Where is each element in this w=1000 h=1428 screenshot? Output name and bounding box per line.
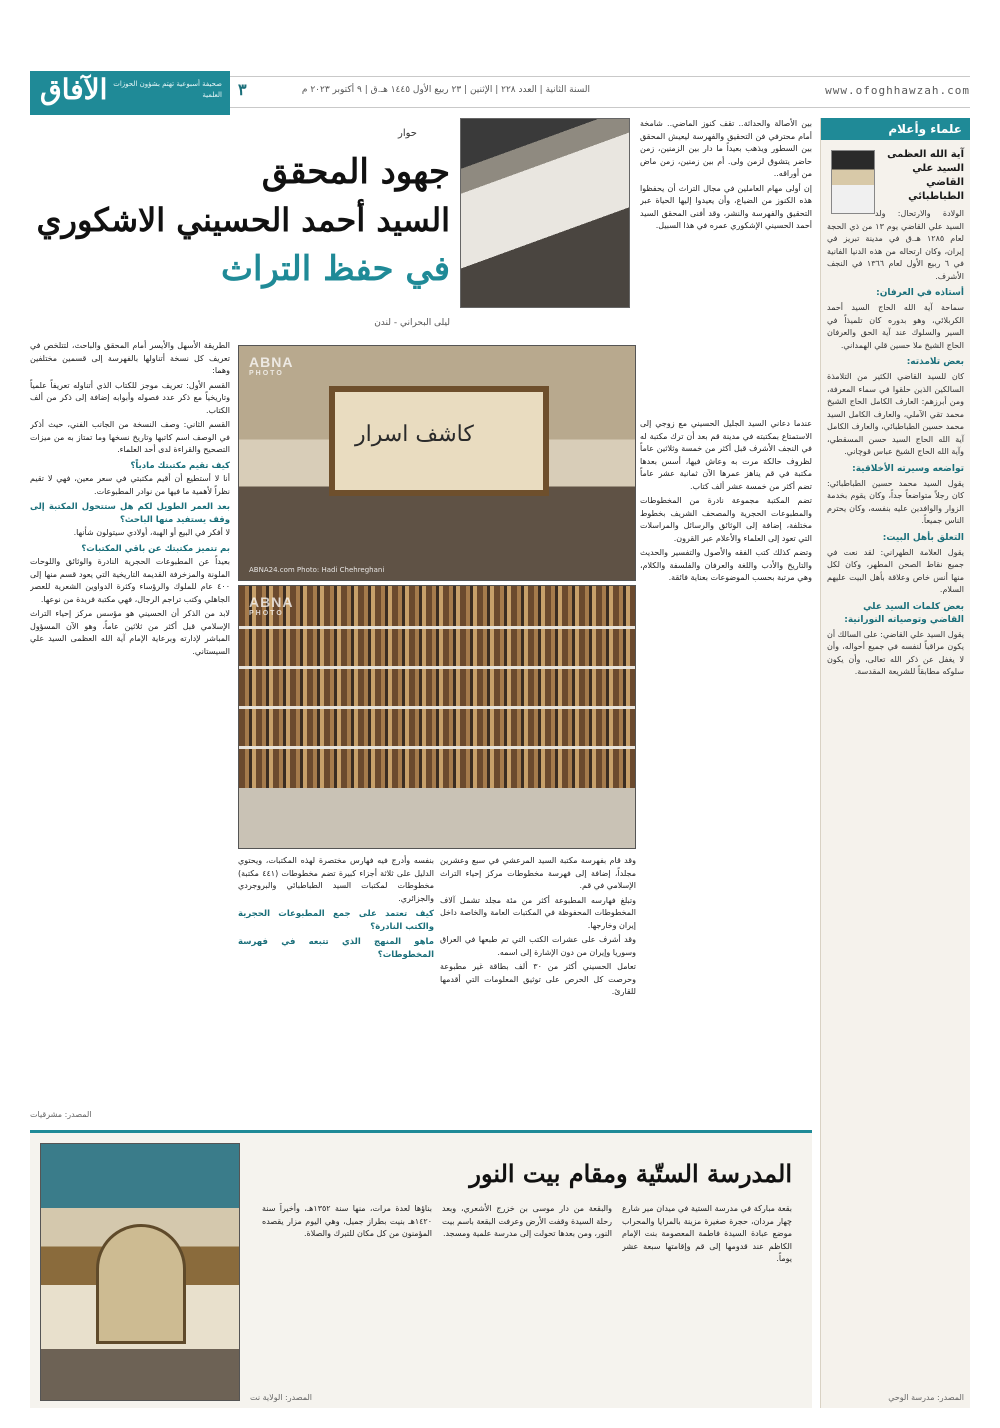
- paragraph: وتضم كذلك كتب الفقه والأصول والتفسير والحديث والتاريخ والأدب واللغة والعرفان والفلسفة والكلام، وهي مرتبة بحسب الموضوعات بعناية فائقة.: [640, 548, 812, 582]
- interview-question: كيف تقيم مكتبتك مادياً؟: [130, 460, 230, 471]
- scholar-title: آية الله العظمى: [887, 149, 964, 160]
- headline-line-2: السيد أحمد الحسيني الاشكوري: [36, 201, 450, 239]
- paragraph: أنا لا أستطيع أن أقيم مكتبتي في سعر معين، فهي لا تقيم نظراً لأهمية ما فيها من نوادر المطبوعات.: [30, 474, 230, 496]
- calligraphy-frame-photo: [238, 345, 636, 581]
- watermark-text: ABNA: [249, 354, 294, 370]
- logo-text: الآفاق: [40, 73, 108, 106]
- logo-subtitle: صحيفة أسبوعية تهتم بشؤون الحوزات العلمية: [113, 80, 222, 99]
- brand-bar: [30, 73, 970, 108]
- library-shelves-photo: [238, 585, 636, 849]
- paragraph: عندما دعاني السيد الجليل الحسيني مع زوجي إلى الاستمتاع بمكتبته في مدينة قم بعد أن ترك مكتبة له في النجف الأشرف قبل أكثر من خمسة وثلاثين عاماً لظروف حالكة مرت به وعاش فيها، أسس بعدها مكتبة في قم يناهز عمرها الآن ثمانية عشر عاماً تضم أكثر من خمسة عشر ألف كتاب.: [640, 419, 812, 491]
- paragraph: لابد من الذكر أن الحسيني هو مؤسس مركز إحياء التراث الإسلامي قبل أكثر من ثلاثين عاماً، وهو الآن المسؤول المباشر لإدارته وبرعاية الإمام آية الله العظمى السيد علي السيستاني.: [30, 609, 230, 656]
- site-url[interactable]: www.ofoghhawzah.com: [825, 84, 970, 97]
- section-humility-text: يقول السيد محمد حسين الطباطبائي: كان رجلاً متواضعاً جداً، وكان يقوم بخدمة الزوار والوافدين عليه بنفسه، وكان يحترم الناس جميعاً.: [827, 478, 964, 525]
- shelf-divider: [239, 666, 635, 669]
- paragraph: تضم المكتبة مجموعة نادرة من المخطوطات والمطبوعات الحجرية والمصحف الشريف بخطوط مختلفة، إضافة إلى الوثائق والرسائل والمراسلات التي تعود إلى العلماء والأعلام عبر القرون.: [640, 496, 812, 543]
- watermark-sub: PHOTO: [249, 610, 284, 617]
- shelf-divider: [239, 746, 635, 749]
- bottom-column: بقعة مباركة في مدرسة الستية في ميدان مير شارع چهار مردان، حجرة صغيرة مزينة بالمرايا والمحراب موضع عبادة السيدة فاطمة المعصومة بنت الإمام الكاظم عند قدومها إلى قم وإقامتها سبعة عشر يوماً.: [622, 1204, 792, 1263]
- bottom-article: [30, 1130, 812, 1408]
- paragraph: بين الأصالة والحداثة.. تقف كنوز الماضي.. شامخة أمام محترفي فن التحقيق والفهرسة ليعيش المحقق بين السطور ويذهب بعيداً ما دار بين الزمنين، زمن حاضر يتشوق لزمن ولى. أم بين زمنين، زمن ماض من أوراقه..: [640, 119, 812, 178]
- issue-info: السنة الثانية | العدد ٢٢٨ | الإثنين | ٢٣ ربيع الأول ١٤٤٥ هـ.ق | ٩ أكتوبر ٢٠٢٣ م: [301, 85, 590, 95]
- section-ahlulbayt-title: التعلق بأهل البيت:: [882, 532, 964, 543]
- paragraph: إن أولى مهام العاملين في مجال التراث أن يحفظوا هذه الكنوز من الضياع، وأن يعيدوا إليها الحياة عبر التحقيق والفهرسة والنشر، وقد أفنى المحقق السيد أحمد الحسيني الإشكوري عمره في هذا السبيل.: [640, 183, 812, 230]
- paragraph: وقد أشرف على عشرات الكتب التي تم طبعها في العراق وسوريا وإيران من دون الإشارة إلى اسمه.: [440, 935, 636, 957]
- bottom-source: المصدر: الولاية نت: [250, 1393, 313, 1402]
- paragraph: تعامل الحسيني أكثر من ٣٠ ألف بطاقة غير مطبوعة وحرصت كل الحرص على توثيق المعلومات التي أقدمها للقارئ.: [440, 962, 636, 996]
- photo-watermark: [249, 354, 293, 377]
- scholar-portrait: [831, 150, 875, 214]
- section-students-text: كان للسيد القاضي الكثير من التلامذة السالكين الذين حلقوا في سماء المعرفة، ومن أبرزهم: العارف الكامل الحاج الشيخ محمد تقي الآملي، والعارف الكامل السيد محمد حسين الطباطبائي، والعارف الكامل آية الله الحاج السيد حسن المسقطي، وآية الله الحاج الشيخ عباس قوچاني.: [827, 372, 964, 456]
- watermark-sub: PHOTO: [249, 370, 284, 377]
- paragraph: القسم الثاني: وصف النسخة من الجانب الفني، حيث أذكر في الوصف اسم كاتبها وتاريخ نسخها وما تمتاز به من ميزات التصحيح والقراءة لدى أحد العلماء.: [30, 420, 230, 454]
- section-tag: حوار: [398, 128, 417, 139]
- article-column-library: [640, 418, 812, 1108]
- section-teacher-text: سماحة آية الله الحاج السيد أحمد الكربلائي، وهو بدوره كان تلميذاً في السير والسلوك عند آية الحق والعرفان الحاج الشيخ ملا حسين قلي الهمداني.: [827, 303, 964, 350]
- paragraph: وقد قام بفهرسة مكتبة السيد المرعشي في سبع وعشرين مجلداً، إضافة إلى فهرسة مخطوطات مركز إحياء التراث الإسلامي في قم.: [440, 856, 636, 890]
- interview-question: بعد العمر الطويل لكم هل ستتحول المكتبة إلى وقف يستفيد منها الباحث؟: [30, 502, 230, 525]
- article-source: المصدر: مشرقيات: [30, 1110, 92, 1119]
- bottom-column: والبقعة من دار موسى بن خزرج الأشعري، وبعد رحلة السيدة وقفت الأرض وعرفت البقعة باسم بيت النور، ومن بعدها تحولت إلى مدرسة علمية ومسجد.: [442, 1204, 612, 1238]
- paragraph: بنفسه وأدرج فيه فهارس مختصرة لهذه المكتبات، ويحتوي الدليل على ثلاثة أجزاء كبيرة تضم مخطوطات (٤٤١ مكتبة) مخطوطات لمكتبات السيد الطباطبائي والبروجردي والجزائري.: [238, 856, 434, 903]
- section-teacher-title: أستاذه في العرفان:: [876, 288, 964, 298]
- article-column-works: [440, 855, 636, 1115]
- interview-question: كيف تعتمد على جمع المطبوعات الحجرية والكتب النادرة؟: [238, 909, 434, 932]
- headline-line-1: جهود المحقق: [261, 152, 450, 192]
- section-humility-title: تواضعه وسيرته الأخلاقية:: [852, 463, 964, 474]
- newspaper-logo[interactable]: [30, 71, 230, 115]
- calligraphy-frame: [329, 386, 549, 496]
- scholar-name: السيد علي القاضي الطباطبائي: [908, 163, 964, 202]
- bottom-column: بناؤها لعدة مرات، منها سنة ١٣٥٢هـ، وأخيراً سنة ١٤٢٠هـ بنيت بطراز جميل، وهي اليوم مزار يقصده المؤمنون من كل مكان للتبرك والصلاة.: [262, 1204, 432, 1238]
- article-column-intro: [640, 118, 812, 418]
- paragraph: وتبلغ فهارسه المطبوعة أكثر من مئة مجلد تشمل آلاف المخطوطات المحفوظة في المكتبات العامة والخاصة داخل إيران وخارجها.: [440, 895, 636, 930]
- library-floor: [239, 788, 635, 848]
- mihrab-arch: [96, 1224, 186, 1344]
- article-headline: [30, 148, 450, 294]
- paragraph: القسم الأول: تعريف موجز للكتاب الذي أتناوله تعريفاً علمياً وتاريخياً مع ذكر عدد فصوله وأبوابه إضافة إلى ذكر من ألف الكتاب.: [30, 380, 230, 415]
- paragraph: الطريقة الأسهل والأيسر أمام المحقق والباحث، لتتلخص في تعريف كل نسخة أتناولها بالفهرسة إلى قسمين مختلفين وهما:: [30, 341, 230, 375]
- interview-question: بم تتميز مكتبتك عن باقي المكتبات؟: [81, 543, 230, 554]
- byline: ليلى البحراني - لندن: [374, 318, 450, 328]
- paragraph: بعيداً عن المطبوعات الحجرية النادرة والوثائق واللوحات الملونة والمزخرفة القديمة التاريخية التي يعود قسم منها إلى ٤٠٠ عام للملوك والرؤساء وكثرة الدواوين الشعرية للعصر الجاهلي وكتب تراجم الرجال، فهي مكتبة فريدة من نوعها.: [30, 557, 230, 604]
- shrine-photo: [40, 1143, 240, 1401]
- sidebar-source: المصدر: مدرسة الوحي: [888, 1393, 964, 1402]
- shelf-divider: [239, 626, 635, 629]
- sidebar-scholars: [820, 118, 970, 1408]
- photo-watermark: [249, 594, 293, 617]
- paragraph: لا أفكر في البيع أو الهبة، أولادي سيتولون شأنها.: [73, 528, 230, 537]
- scholar-intro: الولادة والارتحال: ولد السيد علي القاضي يوم ١٣ من ذي الحجة لعام ١٢٨٥ هـ.ق في مدينة تبريز في إيران، وكان ارتحاله من هذه الدنيا الفانية في ٦ ربيع الأول لعام ١٣٦٦ في النجف الأشرف.: [827, 209, 964, 281]
- watermark-text: ABNA: [249, 594, 294, 610]
- masthead: [0, 0, 1000, 120]
- section-ahlulbayt-text: يقول العلامة الطهراني: لقد نعت في جميع نقاط الصحن المطهر، وكان لكل منها أنس خاص وعلاقة بأهل البيت عليهم السلام.: [827, 547, 964, 594]
- section-students-title: بعض تلامذته:: [906, 357, 964, 367]
- page-number: ٣: [238, 82, 247, 99]
- section-sayings-title: بعض كلمات السيد علي القاضي وتوصياته النورانية:: [844, 601, 964, 625]
- article-column-interview: [30, 340, 230, 1090]
- interview-question: ماهو المنهج الذي تتبعه في فهرسة المخطوطات؟: [238, 937, 434, 960]
- photo-credit: ABNA24.com Photo: Hadi Chehreghani: [249, 566, 385, 574]
- headline-line-3: في حفظ التراث: [220, 249, 450, 289]
- calligraphy-text: كاشف اسرار: [355, 422, 474, 447]
- bottom-article-title: المدرسة الستّية ومقام بيت النور: [469, 1159, 792, 1188]
- section-sayings-text: يقول السيد علي القاضي: على السالك أن يكون مراقباً لنفسه في جميع أحواله، وأن لا يغفل عن ذكر الله تعالى، وأن يكون سلوكه مطابقاً للشريعة المقدسة.: [827, 629, 964, 676]
- shelf-divider: [239, 706, 635, 709]
- article-column-catalogue: [238, 855, 434, 1115]
- sidebar-heading: علماء وأعلام: [821, 118, 970, 140]
- hero-portrait-photo: [460, 118, 630, 308]
